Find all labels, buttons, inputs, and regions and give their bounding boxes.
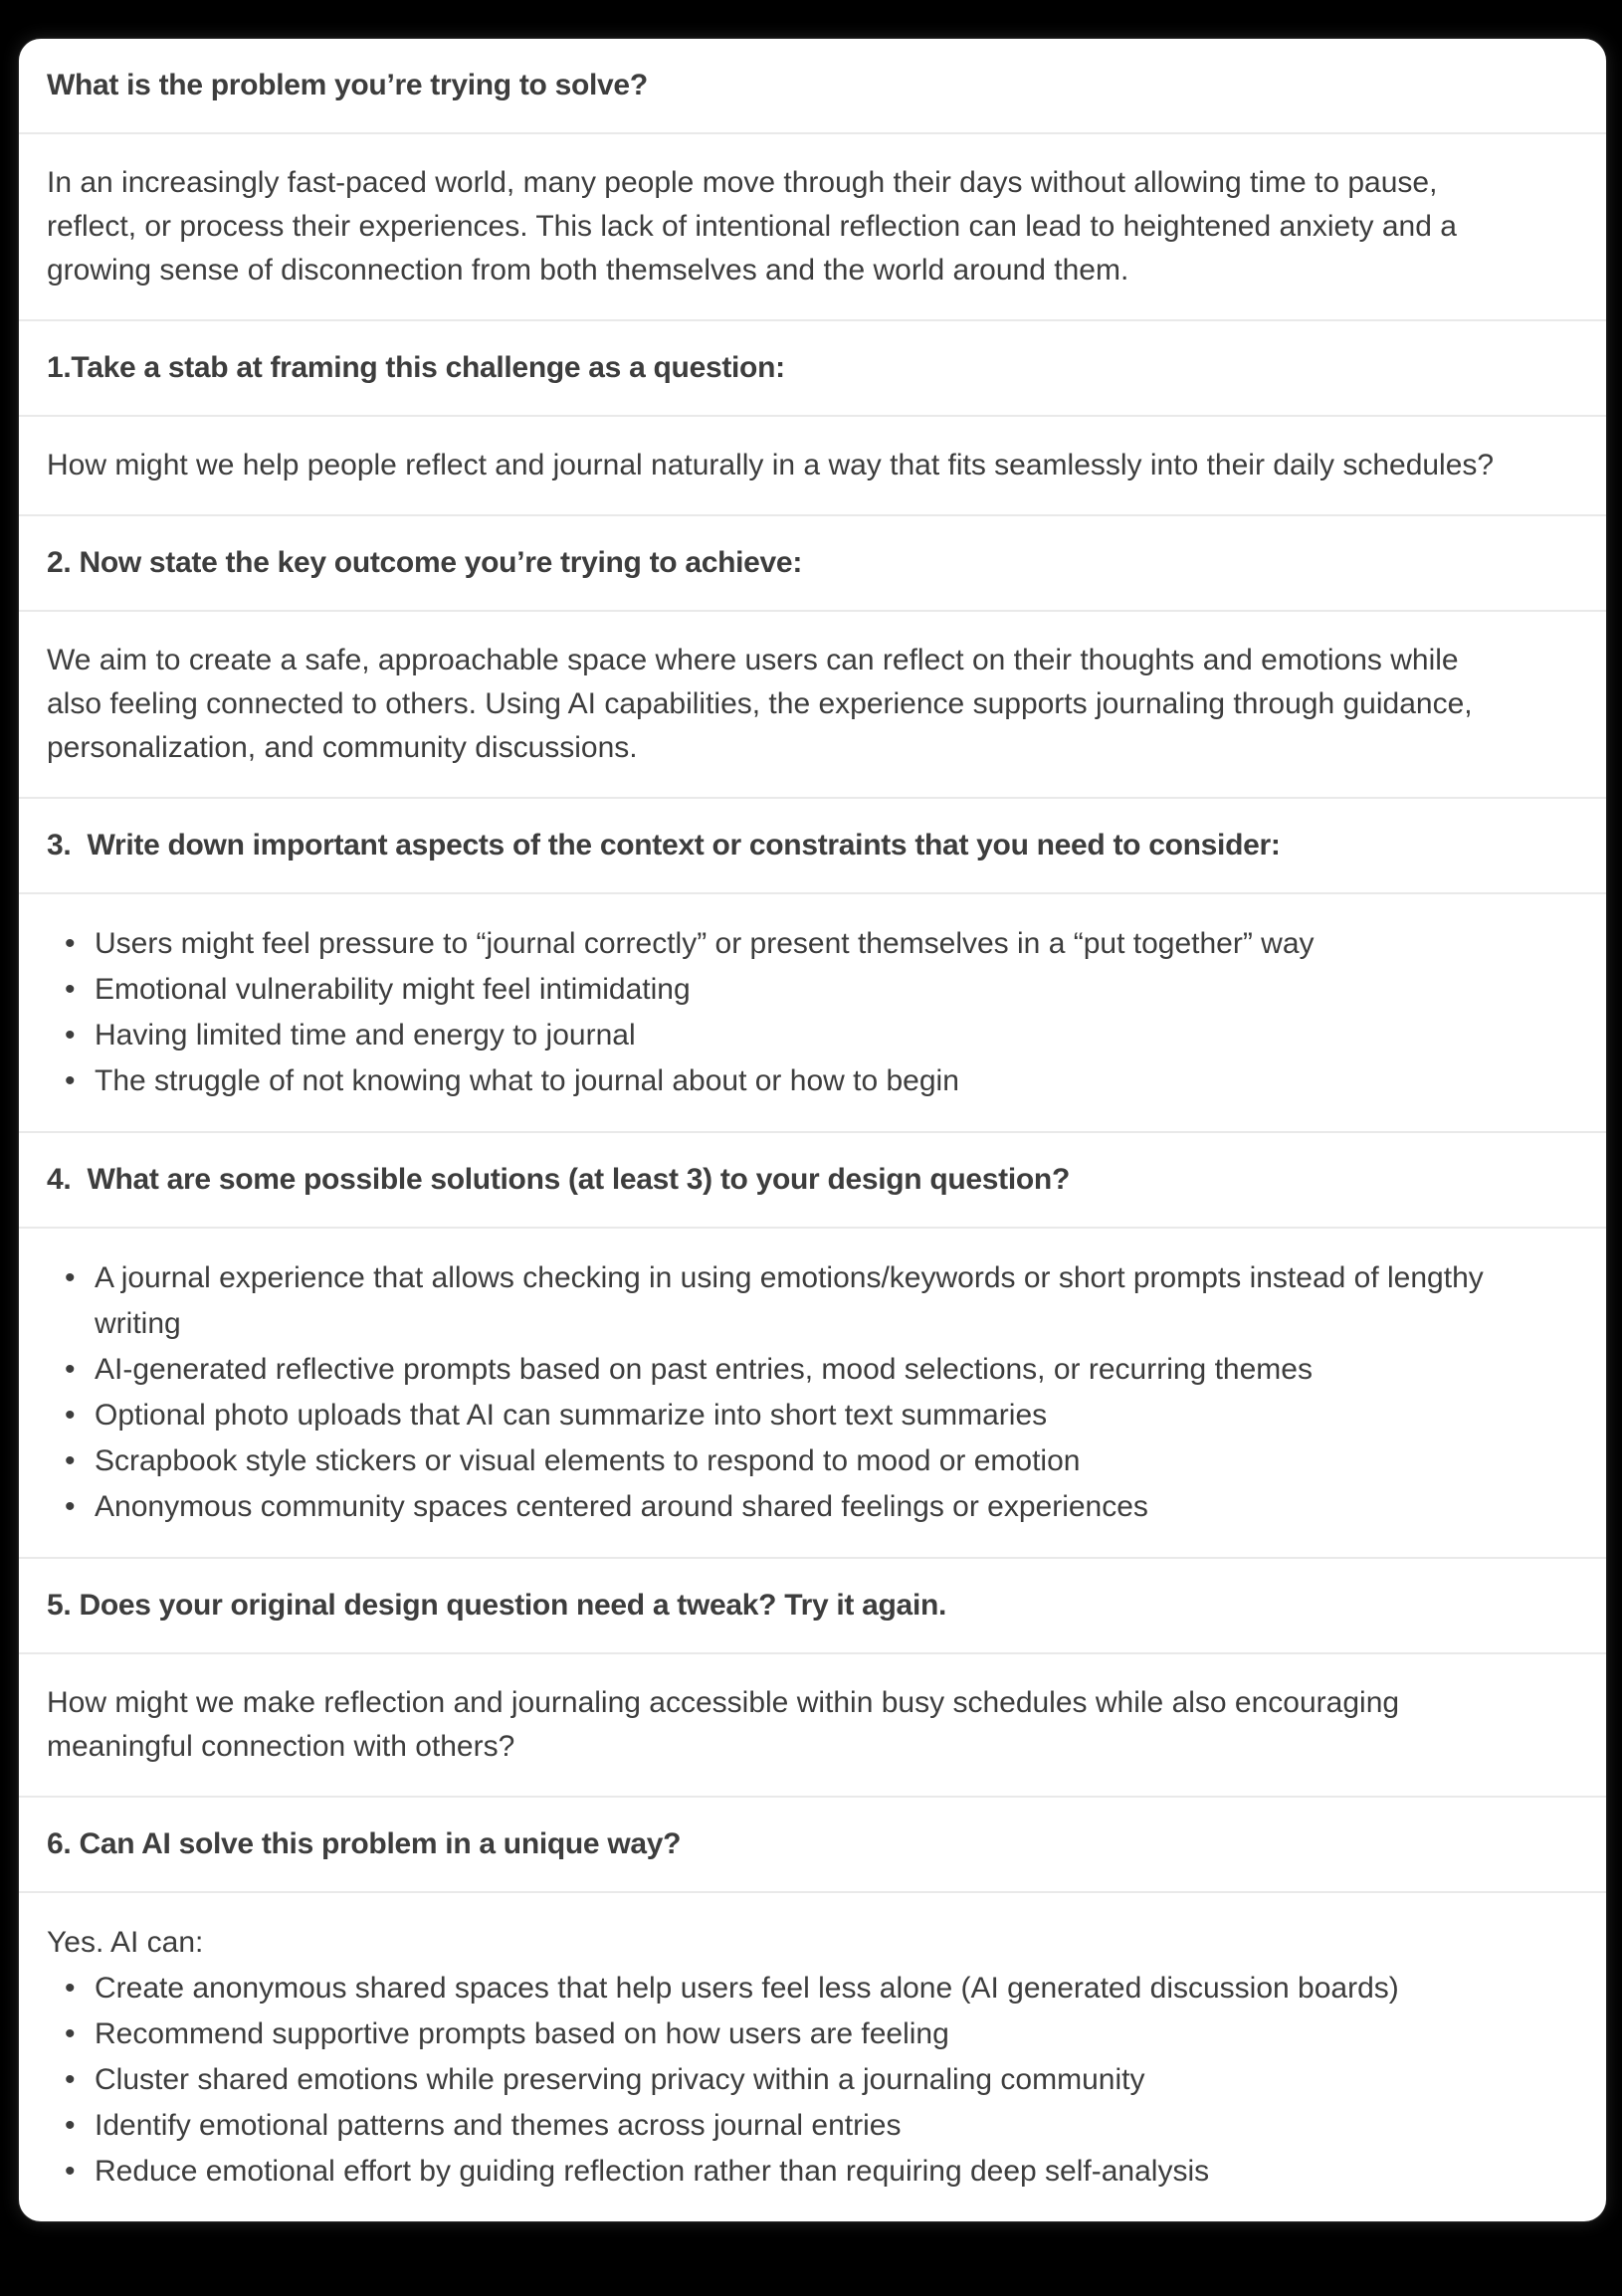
worksheet-card bbox=[19, 39, 1606, 2221]
question-3-heading: 3. Write down important aspects of the context or constraints that you need to consider: bbox=[47, 829, 1281, 861]
answer-4-list bbox=[47, 1255, 1510, 1530]
answer-2-row bbox=[19, 610, 1606, 797]
answer-2-paragraph: We aim to create a safe, approachable space where users can reflect on their thoughts and emotions while also feeling connected to others. Using AI capabilities, the experience supports journaling through guidance, personalization, and community discussions. bbox=[47, 644, 1473, 764]
question-3-heading-row bbox=[19, 797, 1606, 892]
answer-6-row bbox=[19, 1891, 1606, 2221]
list-item: • Optional photo uploads that AI can summarize into short text summaries bbox=[47, 1393, 1510, 1438]
question-4-heading: 4. What are some possible solutions (at least 3) to your design question? bbox=[47, 1163, 1070, 1196]
list-item: • AI-generated reflective prompts based on past entries, mood selections, or recurring themes bbox=[47, 1347, 1510, 1393]
list-item: • Anonymous community spaces centered around shared feelings or experiences bbox=[47, 1484, 1510, 1530]
question-0-heading: What is the problem you’re trying to solve? bbox=[47, 69, 648, 101]
list-item: • Reduce emotional effort by guiding reflection rather than requiring deep self-analysis bbox=[47, 2149, 1510, 2195]
answer-1-row bbox=[19, 415, 1606, 514]
list-item: • Having limited time and energy to journal bbox=[47, 1013, 1510, 1058]
answer-4-row bbox=[19, 1227, 1606, 1557]
answer-0-paragraph: In an increasingly fast-paced world, many people move through their days without allowing time to pause, reflect, or process their experiences. This lack of intentional reflection can lead to heightened anxiety and a growing sense of disconnection from both themselves and the world around them. bbox=[47, 166, 1457, 287]
answer-5-paragraph: How might we make reflection and journaling accessible within busy schedules while also encouraging meaningful connection with others? bbox=[47, 1686, 1400, 1763]
question-6-heading-row bbox=[19, 1796, 1606, 1891]
list-item: • Recommend supportive prompts based on how users are feeling bbox=[47, 2011, 1510, 2057]
list-item: • Identify emotional patterns and themes across journal entries bbox=[47, 2103, 1510, 2149]
answer-6-list bbox=[47, 1966, 1510, 2195]
question-5-heading: 5. Does your original design question need a tweak? Try it again. bbox=[47, 1589, 947, 1622]
answer-0-row bbox=[19, 132, 1606, 319]
question-2-heading: 2. Now state the key outcome you’re trying to achieve: bbox=[47, 546, 803, 579]
question-0-heading-row bbox=[19, 39, 1606, 132]
list-item: • The struggle of not knowing what to journal about or how to begin bbox=[47, 1058, 1510, 1104]
question-1-heading-row bbox=[19, 319, 1606, 415]
list-item: • Create anonymous shared spaces that help users feel less alone (AI generated discussion boards) bbox=[47, 1966, 1510, 2011]
list-item: • A journal experience that allows checking in using emotions/keywords or short prompts instead of lengthy writing bbox=[47, 1255, 1510, 1347]
question-2-heading-row bbox=[19, 514, 1606, 610]
answer-5-row bbox=[19, 1652, 1606, 1796]
question-4-heading-row bbox=[19, 1131, 1606, 1227]
answer-1-paragraph: How might we help people reflect and journal naturally in a way that fits seamlessly into their daily schedules? bbox=[47, 449, 1495, 481]
answer-3-row bbox=[19, 892, 1606, 1131]
answer-6-intro: Yes. AI can: bbox=[47, 1926, 204, 1959]
answer-3-list bbox=[47, 921, 1510, 1104]
list-item: • Cluster shared emotions while preserving privacy within a journaling community bbox=[47, 2057, 1510, 2103]
question-1-heading: 1.Take a stab at framing this challenge as a question: bbox=[47, 351, 785, 384]
question-5-heading-row bbox=[19, 1557, 1606, 1652]
list-item: • Scrapbook style stickers or visual elements to respond to mood or emotion bbox=[47, 1438, 1510, 1484]
list-item: • Users might feel pressure to “journal correctly” or present themselves in a “put together” way bbox=[47, 921, 1510, 967]
question-6-heading: 6. Can AI solve this problem in a unique way? bbox=[47, 1827, 682, 1860]
list-item: • Emotional vulnerability might feel intimidating bbox=[47, 967, 1510, 1013]
